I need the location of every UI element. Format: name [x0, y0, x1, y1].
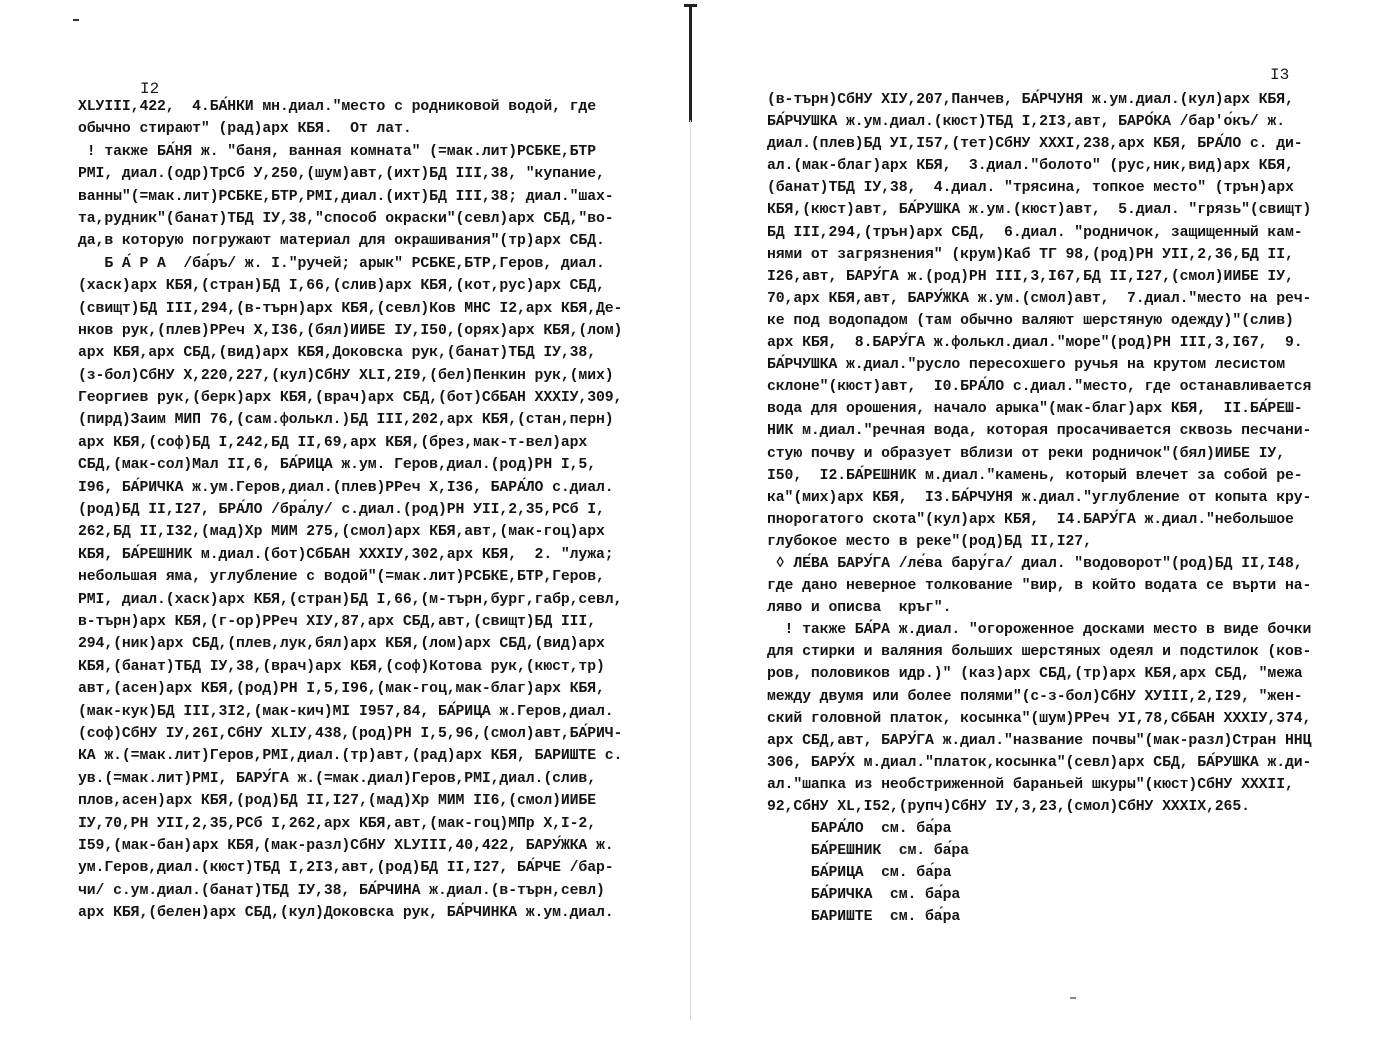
text-line: в-търн)арх КБЯ,(г-ор)РРеч XIУ,87,арх СБД,авт,(свищт)БД III,: [78, 613, 596, 630]
text-line: (род)БД II,I27, БРА́ЛО /бра́лу/ с.диал.(род)РН УII,2,35,РСб I,: [78, 502, 605, 519]
text-line: склоне"(кюст)авт, I0.БРА́ЛО с.диал."место, где останавливается: [767, 379, 1312, 396]
text-line: ! также БА́РА ж.диал. "огороженное досками место в виде бочки: [767, 622, 1312, 639]
text-line: да,в которую погружают материал для окрашивания"(тр)арх СБД.: [78, 233, 605, 250]
text-line: между двумя или более полями"(с-з-бол)СбНУ XУIII,2,I29, "жен-: [767, 688, 1303, 705]
text-line: ляво и описва кръг".: [767, 600, 952, 617]
text-line: 92,СбНУ XL,I52,(рупч)СбНУ IУ,3,23,(смол)СбНУ XXXIX,265.: [767, 799, 1250, 815]
text-line: РМI, диал.(хаск)арх КБЯ,(стран)БД I,66,(м-търн,бург,габр,севл,: [78, 591, 623, 608]
text-line: (свищт)БД III,294,(в-търн)арх КБЯ,(севл)Ков МНС I2,арх КБЯ,Де-: [78, 300, 623, 317]
index-entry: БА́РЕШНИК см. ба́ра: [767, 843, 969, 860]
text-line: 70,арх КБЯ,авт, БАРУ́ЖКА ж.ум.(смол)авт, 7.диал."место на реч-: [767, 290, 1312, 307]
text-line: I96, БА́РИЧКА ж.ум.Геров,диал.(плев)РРеч X,I36, БАРА́ЛО с.диал.: [78, 479, 614, 496]
text-line: плов,асен)арх КБЯ,(род)БД II,I27,(мад)Хр МИМ II6,(смол)ИИБЕ: [78, 793, 596, 810]
text-line: глубокое место в реке"(род)БД II,I27,: [767, 533, 1092, 550]
text-line: арх СБД,авт, БАРУ́ГА ж.диал."название почвы"(мак-разл)Стран ННЦ: [767, 732, 1312, 749]
text-line: ! также БА́НЯ ж. "баня, ванная комната" (=мак.лит)РСБКЕ,БТР: [78, 143, 596, 160]
text-line: СБД,(мак-сол)Мал II,6, БА́РИЦА ж.ум. Геров,диал.(род)РН I,5,: [78, 457, 596, 474]
text-line: обычно стирают" (рад)арх КБЯ. От лат.: [78, 121, 412, 138]
text-line: ◊ ЛЕ́ВА БАРУ́ГА /ле́ва бару́га/ диал. "водоворот"(род)БД II,I48,: [767, 555, 1303, 572]
text-line: (з-бол)СбНУ X,220,227,(кул)СбНУ XLI,2I9,(бел)Пенкин рук,(мих): [78, 367, 614, 384]
left-page-number: I2: [140, 80, 160, 98]
text-line: БА́РЧУШКА ж.ум.диал.(кюст)ТБД I,2I3,авт, БАРО́КА /бар'о́къ/ ж.: [767, 114, 1285, 131]
text-line: ум.Геров,диал.(кюст)ТБД I,2I3,авт,(род)БД II,I27, БА́РЧЕ /бар-: [78, 860, 614, 877]
text-line: авт,(асен)арх КБЯ,(род)РН I,5,I96,(мак-гоц,мак-благ)арх КБЯ,: [78, 681, 605, 698]
text-line: ув.(=мак.лит)РМI, БАРУ́ГА ж.(=мак.диал)Геров,РМI,диал.(слив,: [78, 770, 596, 787]
text-line: пнорогатого скота"(кул)арх КБЯ, I4.БАРУ́ГА ж.диал."небольшое: [767, 511, 1294, 528]
text-line: арх КБЯ,(соф)БД I,242,БД II,69,арх КБЯ,(брез,мак-т-вел)арх: [78, 434, 588, 451]
text-line: КА ж.(=мак.лит)Геров,РМI,диал.(тр)авт,(рад)арх КБЯ, БАРИШТЕ с.: [78, 748, 623, 765]
text-line: ке под водопадом (там обычно валяют шерстяную одежду)"(слив): [767, 312, 1294, 329]
text-line: диал.(плев)БД УI,I57,(тет)СбНУ XXXI,238,арх КБЯ, БРА́ЛО с. ди-: [767, 136, 1303, 153]
text-line: арх КБЯ, 8.БАРУ́ГА ж.фолькл.диал."море"(род)РН III,3,I67, 9.: [767, 335, 1303, 352]
text-line: арх КБЯ,арх СБД,(вид)арх КБЯ,Доковска рук,(банат)ТБД IУ,38,: [78, 345, 596, 362]
text-line: I50, I2.БА́РЕШНИК м.диал."камень, который влечет за собой ре-: [767, 467, 1303, 484]
text-line: ванны"(=мак.лит)РСБКЕ,БТР,РМI,диал.(ихт)БД III,38; диал."шах-: [78, 188, 614, 205]
text-line: XLУIII,422, 4.БА́НКИ мн.диал."место с родниковой водой, где: [78, 99, 596, 115]
text-line: (банат)ТБД IУ,38, 4.диал. "трясина, топкое место" (трън)арх: [767, 180, 1294, 197]
text-line: для стирки и валяния больших шерстяных одеял и подстилок (ков-: [767, 644, 1312, 661]
text-line: Георгиев рук,(берк)арх КБЯ,(врач)арх СБД,(бот)СбБАН XXXIУ,309,: [78, 390, 623, 407]
text-line: арх КБЯ,(белен)арх СБД,(кул)Доковска рук, БА́РЧИНКА ж.ум.диал.: [78, 905, 614, 922]
text-line: (соф)СбНУ IУ,26I,СбНУ XLIУ,438,(род)РН I,5,96,(смол)авт,БА́РИЧ-: [78, 725, 623, 742]
right-page-text: [767, 89, 1311, 929]
text-line: где дано неверное толкование "вир, в който водата се върти на-: [767, 578, 1312, 595]
text-line: 262,БД II,I32,(мад)Хр МИМ 275,(смол)арх КБЯ,авт,(мак-гоц)арх: [78, 524, 605, 541]
text-line: БД III,294,(трън)арх СБД, 6.диал. "родничок, защищенный кам-: [767, 224, 1303, 241]
page-gutter: [690, 120, 691, 1020]
binding-mark: [689, 4, 692, 122]
text-line: та,рудник"(банат)ТБД IУ,38,"способ окраски"(севл)арх СБД,"во-: [78, 210, 614, 227]
text-line: I26,авт, БАРУ́ГА ж.(род)РН III,3,I67,БД II,I27,(смол)ИИБЕ IУ,: [767, 268, 1294, 285]
text-line: КБЯ,(кюст)авт, БА́РУШКА ж.ум.(кюст)авт, 5.диал. "грязь"(свищт): [767, 202, 1312, 219]
index-entry: БАРА́ЛО см. ба́ра: [767, 821, 952, 838]
text-line: IУ,70,РН УII,2,35,РСб I,262,арх КБЯ,авт,(мак-гоц)МПр X,I-2,: [78, 815, 596, 832]
text-line: НИК м.диал."речная вода, которая просачивается сквозь песчани-: [767, 423, 1312, 440]
text-line: стую почву и образует вблизи от реки родничок"(бял)ИИБЕ IУ,: [767, 445, 1285, 462]
text-line: РМI, диал.(одр)ТрСб У,250,(шум)авт,(ихт)БД III,38, "купание,: [78, 166, 605, 183]
text-line: чи/ с.ум.диал.(банат)ТБД IУ,38, БА́РЧИНА ж.диал.(в-търн,севл): [78, 882, 605, 899]
text-line: ал.(мак-благ)арх КБЯ, 3.диал."болото" (рус,ник,вид)арх КБЯ,: [767, 158, 1294, 175]
text-line: вода для орошения, начало арыка"(мак-благ)арх КБЯ, II.БА́РЕШ-: [767, 401, 1303, 418]
text-line: КБЯ,(банат)ТБД IУ,38,(врач)арх КБЯ,(соф)Котова рук,(кюст,тр): [78, 658, 605, 675]
index-entry: БАРИШТЕ см. ба́ра: [767, 909, 961, 926]
text-line: (в-търн)СбНУ XIУ,207,Панчев, БА́РЧУНЯ ж.ум.диал.(кул)арх КБЯ,: [767, 92, 1294, 108]
text-line: ский головной платок, косынка"(шум)РРеч УI,78,СбБАН XXXIУ,374,: [767, 710, 1312, 727]
right-page-number: I3: [1270, 66, 1290, 84]
text-line: КБЯ, БА́РЕШНИК м.диал.(бот)СбБАН XXXIУ,302,арх КБЯ, 2. "лужа;: [78, 546, 614, 563]
index-entry: БА́РИЧКА см. ба́ра: [767, 887, 961, 904]
scan-speck: [1070, 997, 1076, 999]
text-line: ров, половиков идр.)" (каз)арх СБД,(тр)арх КБЯ,арх СБД, "межа: [767, 666, 1303, 683]
text-line: 294,(ник)арх СБД,(плев,лук,бял)арх КБЯ,(лом)арх СБД,(вид)арх: [78, 636, 605, 653]
text-line: нями от загрязнения" (крум)Каб ТГ 98,(род)РН УII,2,36,БД II,: [767, 246, 1294, 263]
text-line: Б А́ Р А /ба́ръ/ ж. I."ручей; арык" РСБКЕ,БТР,Геров, диал.: [78, 255, 605, 272]
text-line: БА́РЧУШКА ж.диал."русло пересохшего ручья на крутом лесистом: [767, 357, 1285, 374]
scan-speck: [73, 19, 79, 21]
text-line: 306, БАРУ́Х м.диал."платок,косынка"(севл)арх СБД, БА́РУШКА ж.ди-: [767, 754, 1312, 771]
text-line: (пирд)Заим МИП 76,(сам.фолькл.)БД III,202,арх КБЯ,(стан,перн): [78, 412, 614, 429]
text-line: (мак-кук)БД III,3I2,(мак-кич)МI I957,84, БА́РИЦА ж.Геров,диал.: [78, 703, 614, 720]
text-line: I59,(мак-бан)арх КБЯ,(мак-разл)СбНУ XLУIII,40,422, БАРУ́ЖКА ж.: [78, 837, 614, 854]
left-page-text: [78, 96, 622, 924]
text-line: ка"(мих)арх КБЯ, I3.БА́РЧУНЯ ж.диал."углубление от копыта кру-: [767, 489, 1312, 506]
text-line: небольшая яма, углубление с водой"(=мак.лит)РСБКЕ,БТР,Геров,: [78, 569, 605, 586]
text-line: (хаск)арх КБЯ,(стран)БД I,66,(слив)арх КБЯ,(кот,рус)арх СБД,: [78, 278, 605, 295]
index-entry: БА́РИЦА см. ба́ра: [767, 865, 952, 882]
text-line: ал."шапка из необстриженной бараньей шкуры"(кюст)СбНУ XXXII,: [767, 776, 1294, 793]
text-line: нков рук,(плев)РРеч X,I36,(бял)ИИБЕ IУ,I50,(орях)арх КБЯ,(лом): [78, 322, 623, 339]
